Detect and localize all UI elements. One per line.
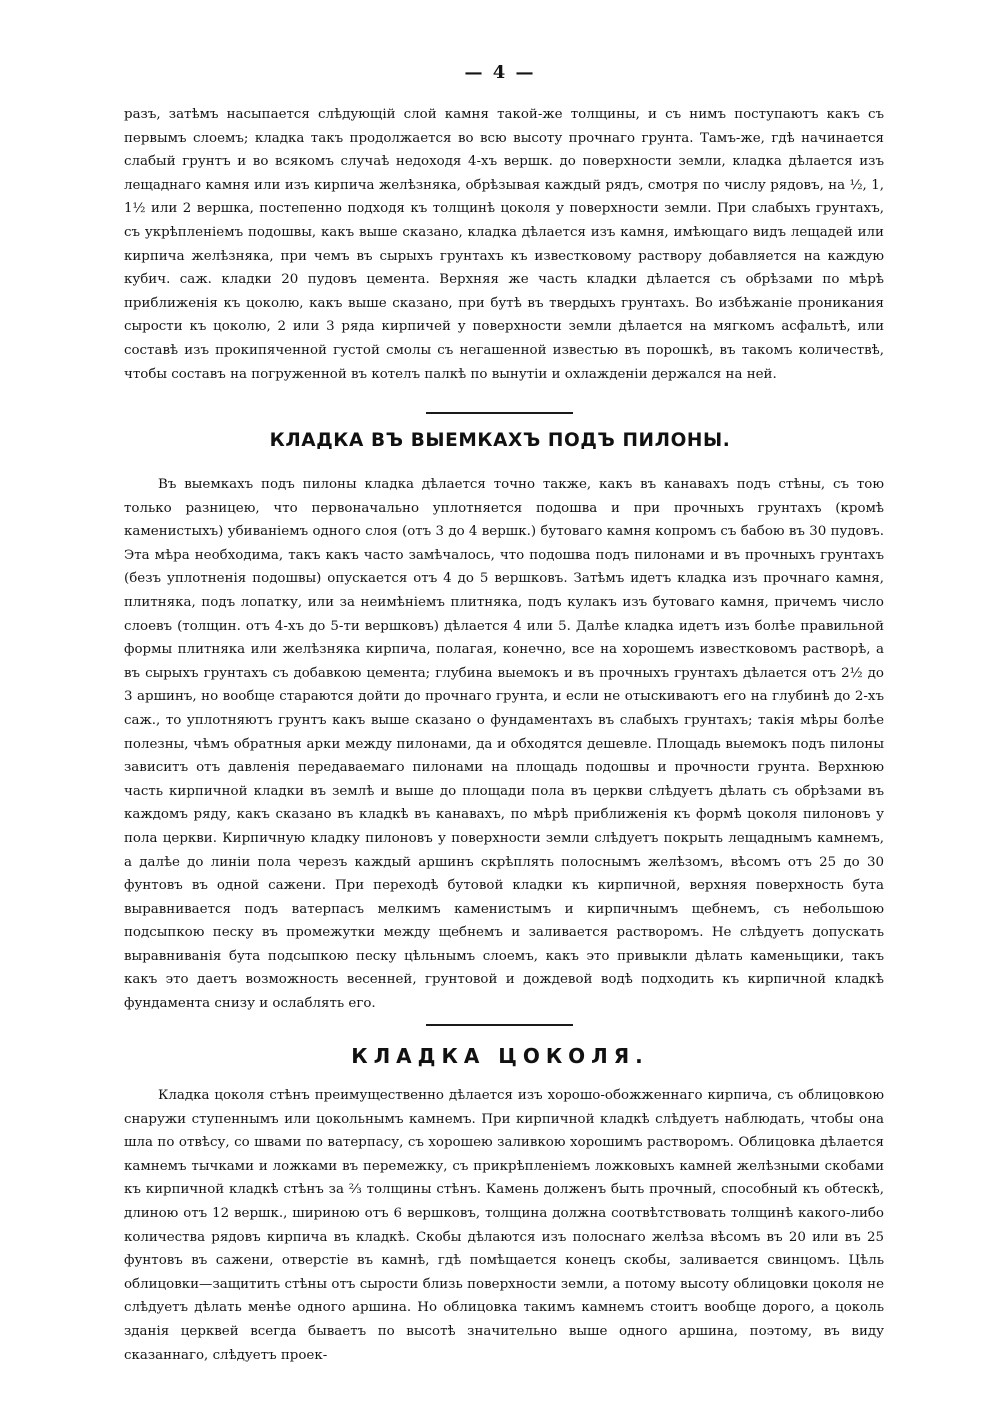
page-number: — 4 —: [464, 62, 536, 83]
paragraph-plinth: Кладка цоколя стѣнъ преимущественно дѣлается изъ хорошо-обожженнаго кирпича, съ облицовкою снаружи ступеннымъ или цокольнымъ камнемъ. При кирпичной кладкѣ слѣдуетъ наблюдать, чтобы она шла по отвѣсу, со швами по ватерпасу, съ хорошею заливкою хорошимъ растворомъ. Облицовка дѣлается камнемъ тычками и ложками въ перемежку, съ прикрѣпленіемъ ложковыхъ камней желѣзными скобами къ кирпичной кладкѣ стѣнъ за ⅔ толщины стѣнъ. Камень долженъ быть прочный, способный къ обтескѣ, длиною отъ 12 вершк., шириною отъ 6 вершковъ, толщина должна соотвѣтствовать толщинѣ какого-либо количества рядовъ кирпича въ кладкѣ. Скобы дѣлаются изъ полоснаго желѣза вѣсомъ въ 20 или въ 25 фунтовъ въ сажени, отверстіе въ камнѣ, гдѣ помѣщается конецъ скобы, заливается свинцомъ. Цѣль облицовки—защитить стѣны отъ сырости близь поверхности земли, а потому высоту облицовки цоколя не слѣдуетъ дѣлать менѣе одного аршина. Но облицовка такимъ камнемъ стоитъ вообще дорого, а цоколь зданія церквей всегда бываетъ по высотѣ значительно выше одного аршина, поэтому, въ виду сказаннаго, слѣдуетъ проек-: [124, 1088, 884, 1363]
section-heading-plinth: КЛАДКА ЦОКОЛЯ.: [351, 1044, 649, 1068]
section-divider: [426, 1024, 573, 1026]
section-divider: [426, 412, 573, 414]
paragraph-continued: разъ, затѣмъ насыпается слѣдующій слой камня такой-же толщины, и съ нимъ поступаютъ какъ съ первымъ слоемъ; кладка такъ продолжается во всю высоту прочнаго грунта. Тамъ-же, гдѣ начинается слабый грунтъ и во всякомъ случаѣ недоходя 4-хъ вершк. до поверхности земли, кладка дѣлается изъ лещаднаго камня или изъ кирпича желѣзняка, обрѣзывая каждый рядъ, смотря по числу рядовъ, на ½, 1, 1½ или 2 вершка, постепенно подходя къ толщинѣ цоколя у поверхности земли. При слабыхъ грунтахъ, съ укрѣпленіемъ подошвы, какъ выше сказано, кладка дѣлается изъ камня, имѣющаго видъ лещадей или кирпича желѣзняка, при чемъ въ сырыхъ грунтахъ къ известковому раствору добавляется на каждую кубич. саж. кладки 20 пудовъ цемента. Верхняя же часть кладки дѣлается съ обрѣзами по мѣрѣ приближенія къ цоколю, какъ выше сказано, при бутѣ въ твердыхъ грунтахъ. Во избѣжаніе проникания сырости къ цоколю, 2 или 3 ряда кирпичей у поверхности земли дѣлается на мягкомъ асфальтѣ, или составѣ изъ прокипяченной густой смолы съ негашенной известью въ порошкѣ, въ такомъ количествѣ, чтобы составъ на погруженной въ котелъ палкѣ по вынутіи и охлажденіи держался на ней.: [124, 107, 884, 382]
section-heading-pylons: КЛАДКА ВЪ ВЫЕМКАХЪ ПОДЪ ПИЛОНЫ.: [269, 430, 731, 451]
paragraph-pylons: Въ выемкахъ подъ пилоны кладка дѣлается точно также, какъ въ канавахъ подъ стѣны, съ тою только разницею, что первоначально уплотняется подошва и при прочныхъ грунтахъ (кромѣ каменистыхъ) убиваніемъ одного слоя (отъ 3 до 4 вершк.) бутоваго камня копромъ съ бабою въ 30 пудовъ. Эта мѣра необходима, такъ какъ часто замѣчалось, что подошва подъ пилонами и въ прочныхъ грунтахъ (безъ уплотненія подошвы) опускается отъ 4 до 5 вершковъ. Затѣмъ идетъ кладка изъ прочнаго камня, плитняка, подъ лопатку, или за неимѣніемъ плитняка, подъ кулакъ изъ бутоваго камня, причемъ число слоевъ (толщин. отъ 4-хъ до 5-ти вершковъ) дѣлается 4 или 5. Далѣе кладка идетъ изъ болѣе правильной формы плитняка или желѣзняка кирпича, полагая, конечно, все на хорошемъ известковомъ растворѣ, а въ сырыхъ грунтахъ съ добавкою цемента; глубина выемокъ и въ прочныхъ грунтахъ дѣлается отъ 2½ до 3 аршинъ, но вообще стараются дойти до прочнаго грунта, и если не отыскиваютъ его на глубинѣ до 2-хъ саж., то уплотняютъ грунтъ какъ выше сказано о фундаментахъ въ слабыхъ грунтахъ; такія мѣры болѣе полезны, чѣмъ обратныя арки между пилонами, да и обходятся дешевле. Площадь выемокъ подъ пилоны зависитъ отъ давленія передаваемаго пилонами на площадь подошвы и прочности грунта. Верхнюю часть кирпичной кладки въ землѣ и выше до площади пола въ церкви слѣдуетъ дѣлать съ обрѣзами въ каждомъ ряду, какъ сказано въ кладкѣ въ канавахъ, по мѣрѣ приближенія къ формѣ цоколя пилоновъ у пола церкви. Кирпичную кладку пилоновъ у поверхности земли слѣдуетъ покрыть лещаднымъ камнемъ, а далѣе до линіи пола черезъ каждый аршинъ скрѣплять полоснымъ желѣзомъ, вѣсомъ отъ 25 до 30 фунтовъ въ одной сажени. При переходѣ бутовой кладки къ кирпичной, верхняя поверхность бута выравнивается подъ ватерпасъ мелкимъ каменистымъ и кирпичнымъ щебнемъ, съ небольшою подсыпкою песку въ промежутки между щебнемъ и заливается растворомъ. Не слѣдуетъ допускать выравниванія бута подсыпкою песку цѣльнымъ слоемъ, какъ это привыкли дѣлать каменьщики, такъ какъ это даетъ возможность весенней, грунтовой и дождевой водѣ подходить къ кирпичной кладкѣ фундамента снизу и ослаблять его.: [124, 477, 884, 1012]
